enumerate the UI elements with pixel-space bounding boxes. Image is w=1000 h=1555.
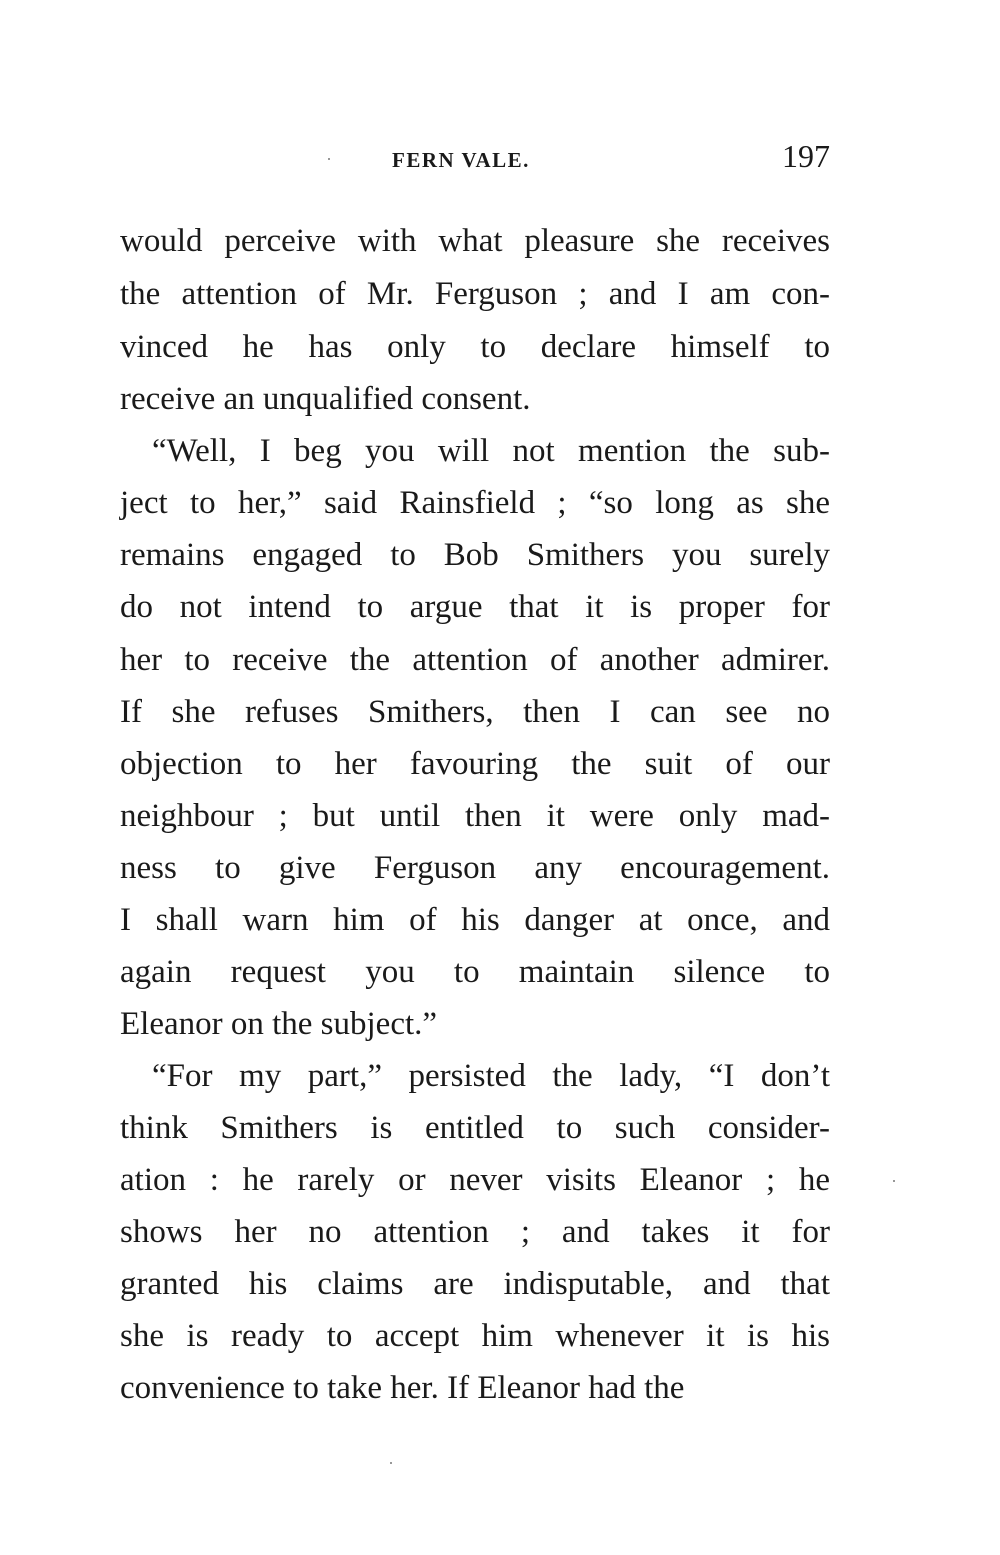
running-header xyxy=(120,138,830,178)
text-line: receive an unqualified consent. xyxy=(120,381,531,417)
text-line: shows her no attention ; and takes it for xyxy=(120,1214,830,1250)
text-line: the attention of Mr. Ferguson ; and I am con- xyxy=(120,276,830,312)
text-line: objection to her favouring the suit of our xyxy=(120,746,830,782)
scan-speck xyxy=(328,158,330,160)
text-line: “For my part,” persisted the lady, “I don’t xyxy=(152,1058,830,1094)
text-line: her to receive the attention of another admirer. xyxy=(120,642,830,678)
page-number: 197 xyxy=(782,138,830,174)
text-line: again request you to maintain silence to xyxy=(120,954,830,990)
text-line: neighbour ; but until then it were only mad- xyxy=(120,798,830,834)
text-line: ject to her,” said Rainsfield ; “so long as she xyxy=(120,485,830,521)
text-line: would perceive with what pleasure she receives xyxy=(120,223,830,259)
text-line: she is ready to accept him whenever it is his xyxy=(120,1318,830,1354)
text-line: ness to give Ferguson any encouragement. xyxy=(120,850,830,886)
scan-speck xyxy=(893,1180,895,1182)
running-title: FERN VALE. xyxy=(392,148,530,172)
text-line: vinced he has only to declare himself to xyxy=(120,329,830,365)
text-line: convenience to take her. If Eleanor had the xyxy=(120,1370,685,1406)
text-line: think Smithers is entitled to such consider- xyxy=(120,1110,830,1146)
text-line: granted his claims are indisputable, and that xyxy=(120,1266,830,1302)
text-line: If she refuses Smithers, then I can see no xyxy=(120,694,830,730)
text-line: Eleanor on the subject.” xyxy=(120,1006,438,1042)
text-line: “Well, I beg you will not mention the sub- xyxy=(152,433,830,469)
text-line: I shall warn him of his danger at once, and xyxy=(120,902,830,938)
text-line: ation : he rarely or never visits Eleanor ; he xyxy=(120,1162,830,1198)
text-line: do not intend to argue that it is proper for xyxy=(120,589,830,625)
scan-speck xyxy=(390,1462,392,1464)
text-line: remains engaged to Bob Smithers you surely xyxy=(120,537,830,573)
